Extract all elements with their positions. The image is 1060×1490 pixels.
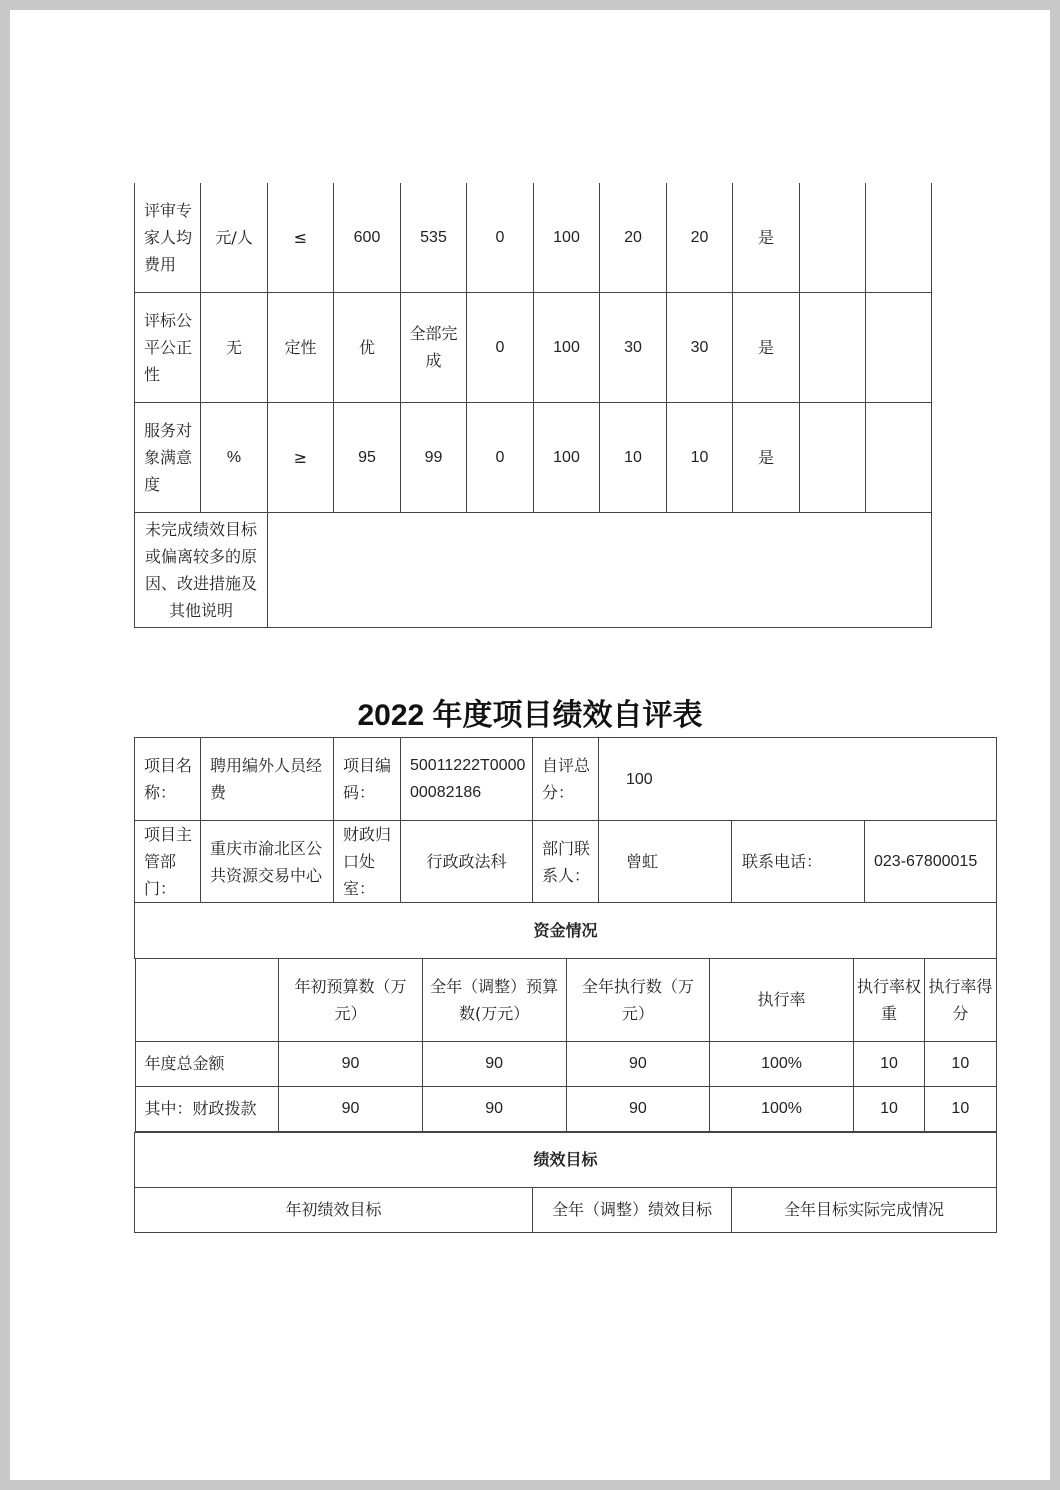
indicator-unit: 元/人 <box>201 183 268 292</box>
project-name-label: 项目名称： <box>135 738 201 821</box>
indicator-c2: 100 <box>534 292 600 402</box>
indicator-target: 优 <box>334 292 401 402</box>
dept-label: 项目主管部门： <box>135 821 201 903</box>
empty-cell <box>135 959 279 1041</box>
empty-cell <box>800 402 866 512</box>
contact-value: 曾虹 <box>599 821 732 903</box>
phone-label: 联系电话： <box>732 821 865 903</box>
self-evaluation-table <box>134 737 997 1233</box>
funding-cell: 100% <box>710 1041 854 1086</box>
indicator-c2: 100 <box>534 402 600 512</box>
indicator-actual: 535 <box>401 183 467 292</box>
project-code-value: 50011222T000000082186 <box>401 738 533 821</box>
empty-cell <box>800 292 866 402</box>
funding-cell: 90 <box>566 1041 710 1086</box>
funding-cell: 90 <box>422 1086 566 1131</box>
office-value: 行政政法科 <box>401 821 533 903</box>
funding-cell: 100% <box>710 1086 854 1131</box>
indicator-name: 评审专家人均费用 <box>135 183 201 292</box>
indicator-nature: ≤ <box>268 183 334 292</box>
indicator-unit: % <box>201 402 268 512</box>
contact-label: 部门联系人： <box>533 821 599 903</box>
targets-header: 年初绩效目标 <box>135 1187 533 1232</box>
funding-row-label: 年度总金额 <box>135 1041 279 1086</box>
office-label: 财政归口处室： <box>334 821 401 903</box>
indicator-c1: 0 <box>467 183 534 292</box>
targets-header: 全年目标实际完成情况 <box>732 1187 997 1232</box>
remarks-value <box>268 512 932 627</box>
funding-header: 执行率权重 <box>853 959 924 1041</box>
table-row <box>135 402 932 512</box>
indicator-table <box>134 183 932 628</box>
funding-header: 年初预算数（万元） <box>279 959 423 1041</box>
indicator-unit: 无 <box>201 292 268 402</box>
indicator-target: 95 <box>334 402 401 512</box>
table-row <box>135 183 932 292</box>
funding-cell: 10 <box>853 1041 924 1086</box>
table-row <box>135 1086 996 1131</box>
indicator-weight: 30 <box>600 292 667 402</box>
funding-cell: 90 <box>279 1041 423 1086</box>
funding-block <box>135 959 997 1133</box>
indicator-nature: ≥ <box>268 402 334 512</box>
table-row <box>135 903 997 959</box>
funding-cell: 90 <box>566 1086 710 1131</box>
funding-table <box>135 959 997 1132</box>
funding-header: 执行率 <box>710 959 854 1041</box>
indicator-c2: 100 <box>534 183 600 292</box>
funding-header: 全年（调整）预算数(万元） <box>422 959 566 1041</box>
table-row <box>135 821 997 903</box>
funding-cell: 90 <box>279 1086 423 1131</box>
project-code-label: 项目编码： <box>334 738 401 821</box>
empty-cell <box>800 183 866 292</box>
funding-cell: 10 <box>853 1086 924 1131</box>
empty-cell <box>866 183 932 292</box>
targets-header: 全年（调整）绩效目标 <box>533 1187 732 1232</box>
table-row <box>135 1041 996 1086</box>
table-row <box>135 959 996 1041</box>
remarks-label: 未完成绩效目标或偏离较多的原因、改进措施及其他说明 <box>135 512 268 627</box>
indicator-flag: 是 <box>733 183 800 292</box>
indicator-flag: 是 <box>733 402 800 512</box>
indicator-actual: 99 <box>401 402 467 512</box>
form-title: 2022 年度项目绩效自评表 <box>357 699 703 732</box>
indicator-flag: 是 <box>733 292 800 402</box>
funding-row-label: 其中：财政拨款 <box>135 1086 279 1131</box>
funding-header: 执行率得分 <box>925 959 996 1041</box>
table-row <box>135 512 932 627</box>
indicator-score: 30 <box>667 292 733 402</box>
table-row <box>135 1187 997 1232</box>
project-name-value: 聘用编外人员经费 <box>201 738 334 821</box>
funding-header: 全年执行数（万元） <box>566 959 710 1041</box>
indicator-target: 600 <box>334 183 401 292</box>
phone-value: 023-67800015 <box>865 821 997 903</box>
funding-cell: 10 <box>925 1086 996 1131</box>
indicator-name: 评标公平公正性 <box>135 292 201 402</box>
targets-section-title: 绩效目标 <box>135 1132 997 1187</box>
empty-cell <box>866 402 932 512</box>
indicator-actual: 全部完成 <box>401 292 467 402</box>
indicator-weight: 10 <box>600 402 667 512</box>
indicator-score: 20 <box>667 183 733 292</box>
indicator-score: 10 <box>667 402 733 512</box>
indicator-c1: 0 <box>467 402 534 512</box>
total-score-label: 自评总分： <box>533 738 599 821</box>
dept-value: 重庆市渝北区公共资源交易中心 <box>201 821 334 903</box>
indicator-nature: 定性 <box>268 292 334 402</box>
indicator-name: 服务对象满意度 <box>135 402 201 512</box>
total-score-value: 100 <box>599 738 997 821</box>
empty-cell <box>866 292 932 402</box>
table-row <box>135 1132 997 1187</box>
table-row <box>135 292 932 402</box>
funding-cell: 10 <box>925 1041 996 1086</box>
indicator-weight: 20 <box>600 183 667 292</box>
funding-cell: 90 <box>422 1041 566 1086</box>
funding-section-title: 资金情况 <box>135 903 997 959</box>
table-row <box>135 738 997 821</box>
indicator-c1: 0 <box>467 292 534 402</box>
